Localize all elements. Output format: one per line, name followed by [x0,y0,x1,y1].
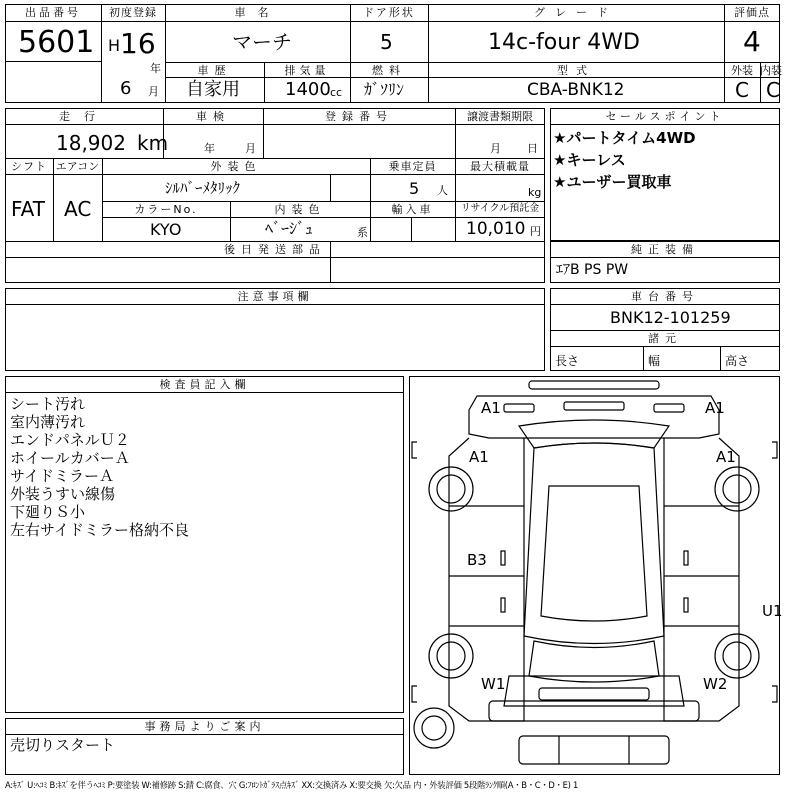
specs-label: 諸元 [648,332,682,345]
inspector-note: サイドミラーＡ [10,467,114,485]
front-bumper-strip [529,381,659,389]
mark-b3: B3 [467,551,487,569]
headlight-left [504,404,534,412]
chassis-label: 車台番号 [631,290,699,303]
displacement: 1400 [285,79,331,100]
transfer-day: 日 [527,142,538,155]
sales-point-1: ★パートタイム4WD [553,129,696,147]
transfer-label: 譲渡書類期限 [467,110,533,123]
shift-label: シフト [11,160,47,173]
spec-length: 長さ [555,354,580,368]
mark-a1-front-left: A1 [481,399,501,417]
first-reg-label: 初度登録 [109,6,157,19]
lot-label: 出品番号 [25,6,81,19]
transfer-month: 月 [490,142,501,155]
model-label: 型式 [557,64,595,77]
doors: 5 [380,30,393,54]
color-no-label: カラーNo. [134,203,198,216]
spare-wheel [414,708,454,748]
inspector-note: 左右サイドミラー格納不良 [10,521,189,539]
wheel-rear-left [429,634,473,678]
headlight-right [654,404,684,412]
door-label: ドア形状 [363,6,415,19]
rear-bumper [539,688,649,700]
ext-color: ｼﾙﾊﾞｰﾒﾀﾘｯｸ [165,179,241,197]
inspector-note: シート汚れ [10,395,86,413]
displacement-unit: cc [330,86,343,99]
recycle-unit: 円 [530,225,541,238]
inspection-month: 月 [245,142,256,155]
door-handle-lf [501,551,505,565]
roof [541,486,647,621]
inspection-year: 年 [204,142,215,155]
office-label: 事務局よりご案内 [144,720,265,733]
car-name-label: 車名 [234,6,281,19]
inspector-note: 外装うすい線傷 [10,485,116,503]
inspection-label: 車検 [196,110,230,123]
capacity-label: 乗車定員 [388,160,437,173]
inspector-note: 室内薄汚れ [10,413,86,431]
ac-label: エアコン [55,160,100,173]
ac: AC [64,197,92,221]
capacity: 5 [409,179,420,198]
load-unit: kg [528,186,542,199]
door-handle-rf [684,551,688,565]
inspector-note: エンドパネルＵ２ [10,431,130,449]
wheel-front-left [429,467,473,511]
lot-number: 5601 [18,25,95,60]
int-color: ﾍﾞｰｼﾞｭ [265,219,314,238]
recycle-label: リサイクル預託金 [460,203,540,214]
windshield [519,420,669,448]
grade-label: グレード [534,6,618,19]
history: 自家用 [186,79,240,100]
front-grille [564,402,624,410]
underbody [519,736,669,764]
chassis-number: BNK12-101259 [610,308,731,327]
genuine-label: 純正装備 [631,243,699,256]
wheel-rear-right [715,634,759,678]
mileage-label: 走行 [59,110,109,123]
reg-year: 16 [120,27,156,60]
sales-point-3: ★ユーザー買取車 [553,173,672,191]
wheel-front-right [715,467,759,511]
genuine-equipment: ｴｱB PS PW [556,262,629,278]
score-label: 評価点 [734,6,770,19]
inspector-notes [10,395,189,539]
mileage-unit: km [137,131,169,155]
load-label: 最大積載量 [470,160,530,173]
era: H [108,36,121,55]
score: 4 [743,25,761,58]
inspector-note: 下廻りＳ小 [10,503,86,521]
fuel-label: 燃料 [372,64,406,77]
rear-panel [489,701,699,721]
inspector-label: 検査員記入欄 [159,378,250,391]
int-color-label: 内装色 [274,203,326,216]
year-unit: 年 [150,62,161,75]
car-name: マーチ [232,30,292,54]
interior-label: 内装 [760,64,782,77]
grade: 14c-four 4WD [488,30,640,55]
color-no: KYO [150,220,182,239]
sales-point-2: ★キーレス [553,151,626,169]
shift: FAT [11,197,46,221]
recycle: 10,010 [466,219,526,239]
sales-points-label: セールスポイント [605,110,725,123]
mark-a1-wheel-left: A1 [469,448,489,466]
door-handle-rr [684,598,688,612]
spec-height: 高さ [725,354,750,368]
mark-a1-wheel-right: A1 [716,448,736,466]
mileage: 18,902 [56,131,126,155]
month-unit: 月 [148,85,159,98]
footer-legend: A:ｷｽﾞ U:ﾍｺﾐ B:ｷｽﾞを伴うﾍｺﾐ P:要塗装 W:補修跡 S:錆 C:腐食、穴 G:ﾌﾛﾝﾄｶﾞﾗｽ点ｷｽﾞ XX:交換済み X:要交換 欠:欠品 内・外装評価 5段階ﾗﾝｸ順(A・B・C・D・E) 1 [5,780,578,790]
inspector-note: ホイールカバーＡ [10,449,130,467]
later-parts-label: 後日発送部品 [224,243,326,256]
mark-w1: W1 [481,675,506,693]
capacity-unit: 人 [437,184,448,197]
model: CBA-BNK12 [527,80,625,100]
displacement-label: 排気量 [284,64,330,77]
office-message: 売切りスタート [10,736,116,754]
exterior-score: C [735,78,749,102]
interior-score: C [766,78,780,102]
int-color-unit: 系 [357,226,368,239]
door-handle-lr [501,598,505,612]
mark-a1-front-right: A1 [705,399,725,417]
mark-w2: W2 [703,675,728,693]
exterior-label: 外装 [731,64,753,77]
reg-no-label: 登録番号 [325,110,393,123]
spec-width: 幅 [648,354,661,368]
ext-color-label: 外装色 [210,160,262,173]
history-label: 車歴 [197,64,232,77]
reg-month: 6 [120,78,132,99]
car-diagram [409,376,780,775]
right-body [664,438,739,721]
fuel: ｶﾞｿﾘﾝ [364,80,405,99]
notes-label: 注意事項欄 [237,290,313,303]
import-label: 輸入車 [391,203,434,216]
mark-u1: U1 [762,602,783,620]
